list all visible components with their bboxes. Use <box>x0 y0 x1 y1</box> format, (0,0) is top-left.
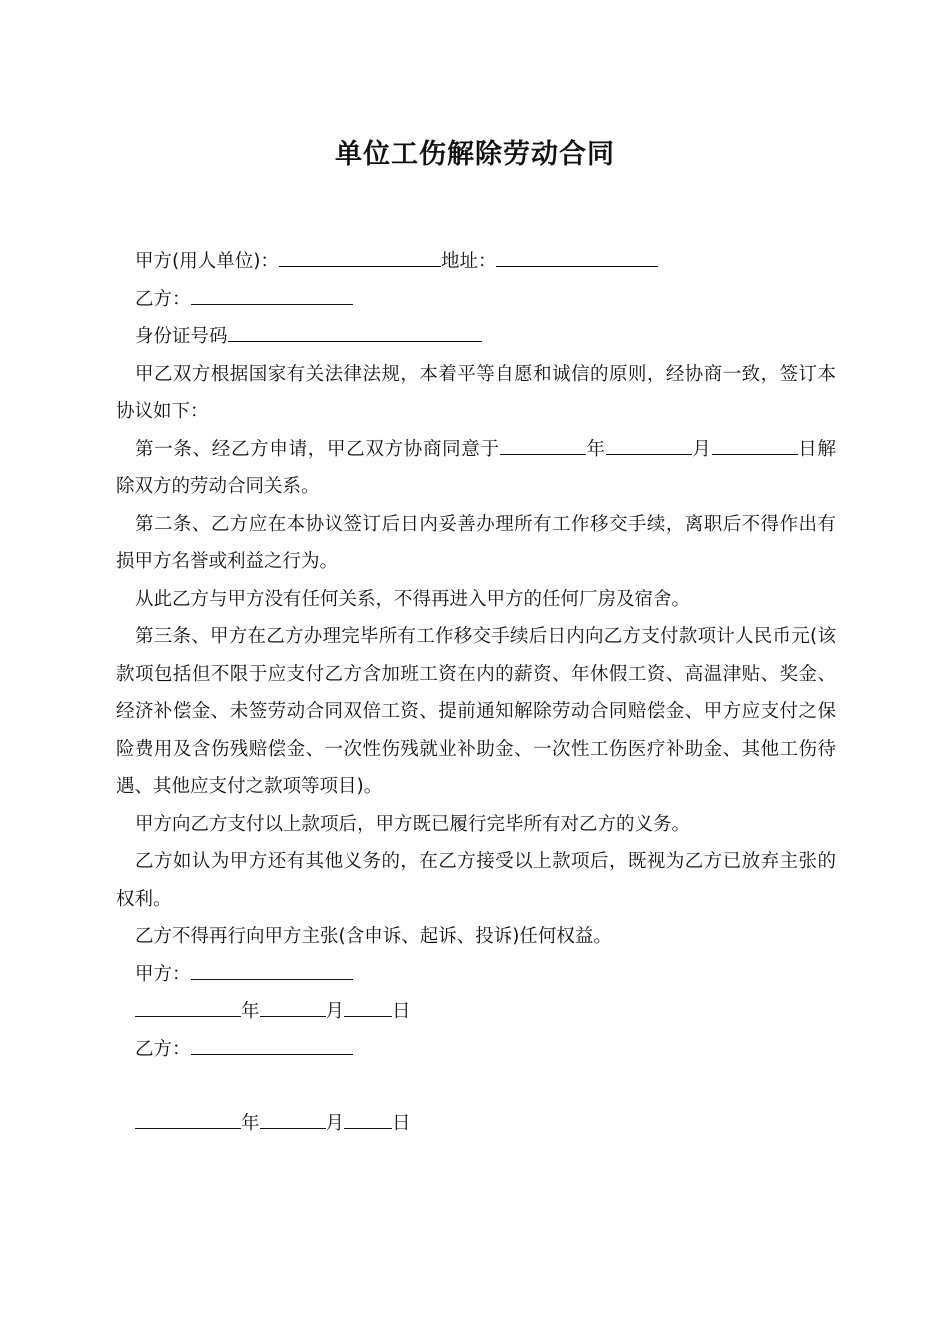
article-1-prefix: 第一条、经乙方申请，甲乙双方协商同意于 <box>135 438 500 460</box>
id-number-line <box>116 318 836 356</box>
article-1 <box>116 431 836 506</box>
sign-date-b-day-blank[interactable] <box>344 1109 392 1129</box>
sign-date-a-month-blank[interactable] <box>260 997 326 1017</box>
article-1-year-blank[interactable] <box>500 435 586 455</box>
page-title: 单位工伤解除劳动合同 <box>335 139 615 170</box>
document-body <box>116 243 836 1143</box>
article-3: 第三条、甲方在乙方办理完毕所有工作移交手续后日内向乙方支付款项计人民币元(该款项包括但不限于应支付乙方含加班工资在内的薪资、年休假工资、高温津贴、奖金、经济补偿金、未签劳动合同双倍工资、提前通知解除劳动合同赔偿金、甲方应支付之保险费用及含伤残赔偿金、一次性伤残就业补助金、一次性工伤医疗补助金、其他工伤待遇、其他应支付之款项等项目)。 <box>116 626 836 797</box>
sign-party-a-line <box>116 956 836 994</box>
party-a-blank[interactable] <box>279 247 441 267</box>
party-b-line <box>116 281 836 319</box>
sign-date-a-month: 月 <box>325 1001 345 1022</box>
article-1-month-blank[interactable] <box>606 435 692 455</box>
sign-date-b-day: 日 <box>392 1113 411 1134</box>
sign-date-b-year-blank[interactable] <box>135 1109 241 1129</box>
fulfilled-paragraph: 甲方向乙方支付以上款项后，甲方既已履行完毕所有对乙方的义务。 <box>135 813 691 835</box>
article-1-month-unit: 月 <box>691 438 712 460</box>
id-label: 身份证号码 <box>135 326 228 347</box>
article-1-suffix: 日解除双方的劳动合同关系。 <box>116 438 836 497</box>
intro-paragraph: 甲乙双方根据国家有关法律法规，本着平等自愿和诚信的原则，经协商一致，签订本协议如下： <box>116 363 836 422</box>
sign-date-b-year: 年 <box>241 1113 260 1134</box>
article-2: 第二条、乙方应在本协议签订后日内妥善办理所有工作移交手续，离职后不得作出有损甲方名誉或利益之行为。 <box>116 513 836 572</box>
article-1-year-unit: 年 <box>585 438 606 460</box>
sign-party-a-blank[interactable] <box>191 960 353 980</box>
no-claim-paragraph: 乙方不得再行向甲方主张(含申诉、起诉、投诉)任何权益。 <box>135 926 612 947</box>
sign-date-a-day: 日 <box>392 1001 411 1022</box>
sign-date-a-year-blank[interactable] <box>135 997 241 1017</box>
no-relation-paragraph: 从此乙方与甲方没有任何关系，不得再进入甲方的任何厂房及宿舍。 <box>135 588 691 610</box>
party-b-blank[interactable] <box>191 285 353 305</box>
party-a-label: 甲方(用人单位)： <box>135 251 279 272</box>
sign-date-b-month-blank[interactable] <box>260 1109 326 1129</box>
sign-date-a-day-blank[interactable] <box>344 997 392 1017</box>
sign-date-b-month: 月 <box>325 1113 345 1134</box>
sign-date-b-line <box>116 1105 836 1143</box>
party-b-label: 乙方： <box>135 288 191 310</box>
sign-date-a-line <box>116 993 836 1031</box>
sign-party-b-label: 乙方： <box>135 1038 191 1060</box>
id-number-blank[interactable] <box>228 322 482 342</box>
sign-date-a-year: 年 <box>241 1001 260 1022</box>
address-label: 地址： <box>440 251 497 272</box>
sign-party-b-blank[interactable] <box>191 1035 353 1055</box>
sign-party-b-line <box>116 1031 836 1069</box>
address-blank[interactable] <box>496 247 658 267</box>
sign-party-a-label: 甲方： <box>135 963 191 985</box>
article-1-day-blank[interactable] <box>712 435 798 455</box>
party-a-line <box>116 243 836 281</box>
spacer <box>116 1068 836 1105</box>
waiver-paragraph: 乙方如认为甲方还有其他义务的，在乙方接受以上款项后，既视为乙方已放弃主张的权利。 <box>116 851 836 910</box>
